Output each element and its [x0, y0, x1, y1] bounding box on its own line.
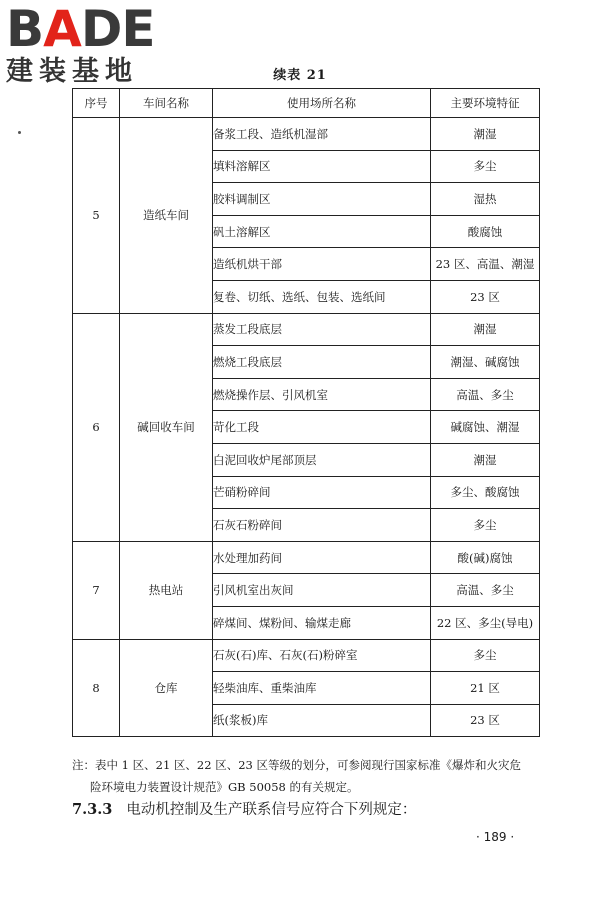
place-name: 复卷、切纸、选纸、包装、选纸间	[213, 280, 431, 313]
place-name: 燃烧操作层、引风机室	[213, 378, 431, 411]
logo-wordmark: BADE	[6, 0, 155, 58]
header-workshop: 车间名称	[120, 89, 213, 118]
table-row	[73, 118, 540, 151]
row-number: 8	[73, 639, 120, 737]
environment-feature: 多尘	[431, 509, 540, 542]
place-name: 白泥回收炉尾部顶层	[213, 443, 431, 476]
place-name: 石灰石粉碎间	[213, 509, 431, 542]
place-name: 蒸发工段底层	[213, 313, 431, 346]
table-body	[73, 118, 540, 737]
place-name: 轻柴油库、重柴油库	[213, 672, 431, 705]
table-header-row	[73, 89, 540, 118]
place-name: 备浆工段、造纸机湿部	[213, 118, 431, 151]
table-row	[73, 639, 540, 672]
place-name: 纸(浆板)库	[213, 704, 431, 737]
environment-feature: 23 区、高温、潮湿	[431, 248, 540, 281]
environment-feature: 21 区	[431, 672, 540, 705]
place-name: 燃烧工段底层	[213, 346, 431, 379]
table-row	[73, 541, 540, 574]
environment-feature: 潮湿	[431, 313, 540, 346]
environment-feature: 碱腐蚀、潮湿	[431, 411, 540, 444]
workshop-name: 仓库	[120, 639, 213, 737]
environment-feature: 高温、多尘	[431, 378, 540, 411]
table-caption: 续表 21	[273, 68, 327, 83]
environment-feature: 湿热	[431, 183, 540, 216]
environment-feature: 23 区	[431, 280, 540, 313]
place-name: 矾土溶解区	[213, 215, 431, 248]
environment-feature: 潮湿	[431, 118, 540, 151]
row-number: 6	[73, 313, 120, 541]
header-place: 使用场所名称	[213, 89, 431, 118]
place-name: 水处理加药间	[213, 541, 431, 574]
workshop-name: 碱回收车间	[120, 313, 213, 541]
environment-feature: 多尘	[431, 639, 540, 672]
environment-feature: 酸(碱)腐蚀	[431, 541, 540, 574]
clause-number: 7.3.3	[72, 801, 113, 818]
environment-feature: 高温、多尘	[431, 574, 540, 607]
clause-heading	[72, 798, 416, 819]
header-environment: 主要环境特征	[431, 89, 540, 118]
environment-feature: 潮湿、碱腐蚀	[431, 346, 540, 379]
page-number: · 189 ·	[476, 830, 515, 844]
place-name: 苛化工段	[213, 411, 431, 444]
row-number: 5	[73, 118, 120, 314]
margin-dot	[18, 131, 21, 134]
place-name: 芒硝粉碎间	[213, 476, 431, 509]
workshop-name: 热电站	[120, 541, 213, 639]
environment-feature: 多尘	[431, 150, 540, 183]
environment-feature: 酸腐蚀	[431, 215, 540, 248]
place-name: 造纸机烘干部	[213, 248, 431, 281]
environment-feature: 23 区	[431, 704, 540, 737]
workshop-name: 造纸车间	[120, 118, 213, 314]
environment-table	[72, 88, 540, 737]
note-line-2: 险环境电力装置设计规范》GB 50058 的有关规定。	[90, 780, 359, 794]
place-name: 胶料调制区	[213, 183, 431, 216]
clause-text: 电动机控制及生产联系信号应符合下列规定：	[126, 802, 417, 818]
table-row	[73, 313, 540, 346]
place-name: 石灰(石)库、石灰(石)粉碎室	[213, 639, 431, 672]
logo-tagline: 建装基地	[6, 56, 138, 87]
note-line-1: 注：表中 1 区、21 区、22 区、23 区等级的划分，可参阅现行国家标准《爆炸和火灾危	[72, 758, 521, 772]
row-number: 7	[73, 541, 120, 639]
place-name: 碎煤间、煤粉间、输煤走廊	[213, 606, 431, 639]
environment-feature: 潮湿	[431, 443, 540, 476]
place-name: 填料溶解区	[213, 150, 431, 183]
environment-feature: 22 区、多尘(导电)	[431, 606, 540, 639]
header-no: 序号	[73, 89, 120, 118]
place-name: 引风机室出灰间	[213, 574, 431, 607]
environment-feature: 多尘、酸腐蚀	[431, 476, 540, 509]
table-note	[72, 754, 550, 798]
